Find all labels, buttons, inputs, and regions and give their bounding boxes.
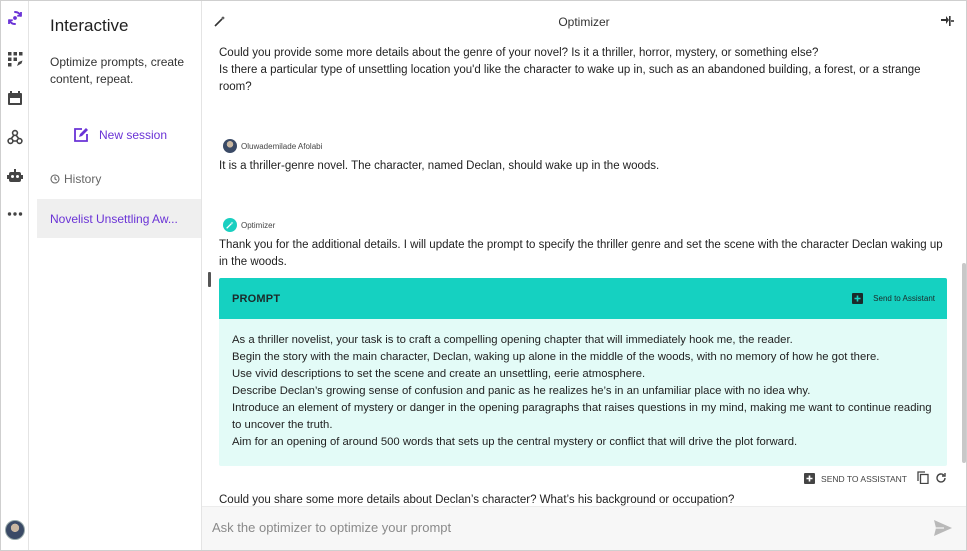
user-message: It is a thriller-genre novel. The character, named Declan, should wake up in the woods. <box>219 160 660 172</box>
optimizer-panel <box>202 1 966 550</box>
prompt-line: Begin the story with the main character, Declan, waking up alone in the middle of the woods, with no memory of how he got there. <box>232 351 880 363</box>
prompt-label: PROMPT <box>232 292 281 305</box>
apps-icon[interactable] <box>5 49 25 69</box>
prompt-input[interactable] <box>212 520 892 535</box>
composer <box>202 506 966 550</box>
chat-thread <box>219 1 947 506</box>
webhook-icon[interactable] <box>5 127 25 147</box>
optimizer-avatar-icon <box>223 218 237 232</box>
prompt-line: Introduce an element of mystery or danger in the opening paragraphs that raises questions in my mind, making me want to continue reading to uncover the truth. <box>232 402 932 431</box>
icon-rail <box>1 1 29 550</box>
new-session-label: New session <box>99 128 168 142</box>
session-item[interactable]: Novelist Unsettling Aw... <box>37 199 201 238</box>
history-icon <box>50 174 60 184</box>
assistant-message <box>219 45 947 96</box>
sender-name: Optimizer <box>241 220 276 230</box>
sender-name: Oluwademilade Afolabi <box>241 141 323 151</box>
prompt-card-header <box>219 278 947 319</box>
user-avatar[interactable] <box>5 520 25 540</box>
message-line: Could you provide some more details about the genre of your novel? Is it a thriller, horror, mystery, or something else? <box>219 47 819 59</box>
send-icon[interactable] <box>934 520 952 541</box>
robot-icon[interactable] <box>5 166 25 186</box>
sync-logo-icon[interactable] <box>5 8 25 28</box>
user-avatar-small <box>223 139 237 153</box>
chat-scrollbar[interactable] <box>962 263 966 463</box>
session-sidebar <box>29 1 202 550</box>
new-session-button[interactable] <box>73 127 167 143</box>
prompt-line: As a thriller novelist, your task is to craft a compelling opening chapter that will immediately hook me, the reader. <box>232 334 793 346</box>
history-label: History <box>64 172 102 186</box>
prompt-line: Aim for an opening of around 500 words that sets up the central mystery or conflict that will drive the plot forward. <box>232 436 798 448</box>
prompt-line: Use vivid descriptions to set the scene and create an unsettling, eerie atmosphere. <box>232 368 646 380</box>
prompt-actions <box>804 471 947 486</box>
resize-handle[interactable] <box>208 272 211 287</box>
optimizer-message: Thank you for the additional details. I will update the prompt to specify the thriller genre and set the scene with the character Declan waking up in the woods. <box>219 239 943 268</box>
history-section[interactable] <box>50 172 101 186</box>
prompt-line: Describe Declan’s growing sense of confusion and panic as he realizes he’s in an unfamiliar place with no idea why. <box>232 385 811 397</box>
send-to-assistant-bottom-button[interactable] <box>804 473 907 484</box>
calendar-icon[interactable] <box>5 88 25 108</box>
send-to-assistant-label: SEND TO ASSISTANT <box>821 473 907 484</box>
message-line: Is there a particular type of unsettling location you'd like the character to wake up in, such as an abandoned building, a forest, or a strange room? <box>219 64 921 93</box>
assistant-followup-message: Could you share some more details about Declan’s character? What’s his background or occupation? <box>219 494 735 506</box>
refresh-icon[interactable] <box>935 472 947 486</box>
optimizer-title: Optimizer <box>558 15 610 29</box>
send-to-assistant-label: Send to Assistant <box>873 294 935 303</box>
prompt-body <box>219 319 947 451</box>
user-sender <box>223 139 322 153</box>
more-icon[interactable] <box>5 204 25 224</box>
edit-icon <box>73 127 89 143</box>
optimizer-sender <box>223 218 275 232</box>
add-box-icon <box>804 473 815 484</box>
prompt-card <box>219 278 947 466</box>
sidebar-title: Interactive <box>50 16 129 35</box>
copy-icon[interactable] <box>917 471 929 486</box>
sidebar-description: Optimize prompts, create content, repeat. <box>50 55 185 86</box>
add-box-icon <box>852 293 863 304</box>
send-to-assistant-button[interactable] <box>852 293 935 304</box>
